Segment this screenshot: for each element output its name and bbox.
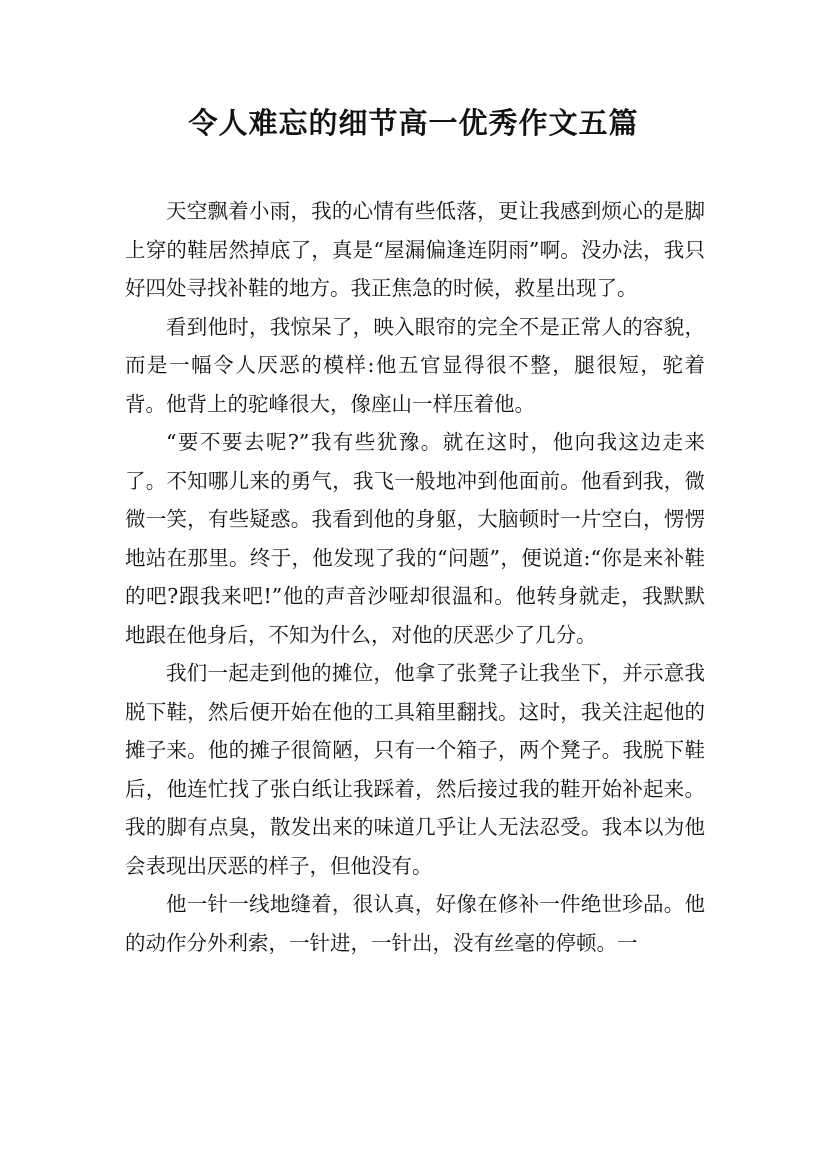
- paragraph: “要不要去呢?”我有些犹豫。就在这时，他向我这边走来了。不知哪儿来的勇气，我飞一般地冲到他面前。他看到我，微微一笑，有些疑惑。我看到他的身躯，大脑顿时一片空白，愣愣地站在那里。终于，他发现了我的“问题”，便说道:“你是来补鞋的吧?跟我来吧!”他的声音沙哑却很温和。他转身就走，我默默地跟在他身后，不知为什么，对他的厌恶少了几分。: [125, 430, 705, 647]
- paragraph: 看到他时，我惊呆了，映入眼帘的完全不是正常人的容貌，而是一幅令人厌恶的模样:他五官显得很不整，腿很短，驼着背。他背上的驼峰很大，像座山一样压着他。: [125, 314, 705, 416]
- paragraph: 他一针一线地缝着，很认真，好像在修补一件绝世珍品。他的动作分外利索，一针进，一针出，没有丝毫的停顿。一: [125, 892, 705, 955]
- paragraph: 天空飘着小雨，我的心情有些低落，更让我感到烦心的是脚上穿的鞋居然掉底了，真是“屋漏偏逢连阴雨”啊。没办法，我只好四处寻找补鞋的地方。我正焦急的时候，救星出现了。: [125, 199, 705, 300]
- document-body: [125, 192, 705, 962]
- paragraph: 我们一起走到他的摊位，他拿了张凳子让我坐下，并示意我脱下鞋，然后便开始在他的工具箱里翻找。这时，我关注起他的摊子来。他的摊子很简陋，只有一个箱子，两个凳子。我脱下鞋后，他连忙找了张白纸让我踩着，然后接过我的鞋开始补起来。我的脚有点臭，散发出来的味道几乎让人无法忍受。我本以为他会表现出厌恶的样子，但他没有。: [125, 661, 705, 878]
- document-title: 令人难忘的细节高一优秀作文五篇: [188, 106, 639, 140]
